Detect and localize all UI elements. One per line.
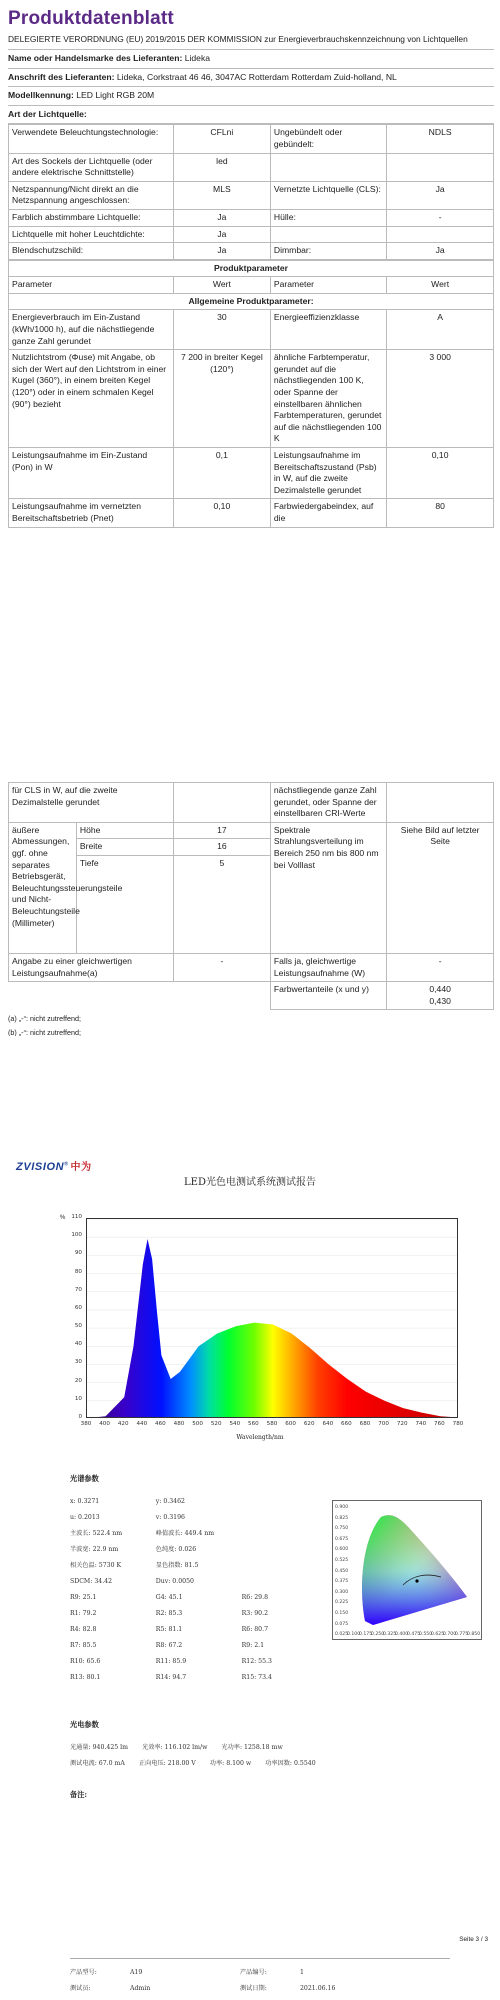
x-tick-label: 480 bbox=[173, 1421, 185, 1427]
column-header: Wert bbox=[173, 277, 270, 294]
cie-y-tick: 0.900 bbox=[335, 1505, 349, 1510]
cie-x-tick: 0.025 bbox=[335, 1632, 349, 1637]
cell-label bbox=[270, 226, 386, 243]
cie-x-tick: 0.475 bbox=[407, 1632, 421, 1637]
power-factor: 功率因数: 0.5540 bbox=[265, 1759, 316, 1767]
cell-value bbox=[387, 226, 494, 243]
page-title: Produktdatenblatt bbox=[8, 8, 174, 29]
parameter-cell: R3: 90.2 bbox=[241, 1609, 269, 1617]
cell-label: Farblich abstimmbare Lichtquelle: bbox=[9, 209, 174, 226]
cell-label: Netzspannung/Nicht direkt an die Netzspannung angeschlossen: bbox=[9, 181, 174, 209]
parameter-cell: x: 0.3271 bbox=[70, 1497, 100, 1505]
column-header: Parameter bbox=[270, 277, 386, 294]
logo-text: ZVISION bbox=[16, 1161, 65, 1173]
column-header: Parameter bbox=[9, 277, 174, 294]
cie-x-tick: 0.625 bbox=[431, 1632, 445, 1637]
page-number: Seite 3 / 3 bbox=[459, 1936, 488, 1943]
remarks-label: 备注: bbox=[70, 1790, 88, 1799]
datasheet-page-continued bbox=[8, 782, 494, 1036]
electrical-parameters bbox=[70, 1720, 490, 1772]
report-title: LED光色电测试系统测试报告 bbox=[184, 1177, 316, 1188]
parameter-cell: R12: 55.3 bbox=[241, 1657, 272, 1665]
cie-x-tick: 0.400 bbox=[395, 1632, 409, 1637]
cell-value: 0,10 bbox=[387, 448, 494, 499]
x-tick-label: 720 bbox=[396, 1421, 408, 1427]
chromaticity-x: 0,440 bbox=[429, 984, 451, 995]
x-tick-label: 500 bbox=[192, 1421, 203, 1427]
footer-label: 测试日期: bbox=[240, 1984, 267, 1992]
light-source-type-heading: Art der Lichtquelle: bbox=[8, 105, 494, 125]
model-value: LED Light RGB 20M bbox=[76, 90, 155, 101]
x-axis-title: Wavelength/nm bbox=[236, 1434, 284, 1441]
cell-label: Nutzlichtstrom (Φuse) mit Angabe, ob sich der Wert auf den Lichtstrom in einer Kugel (360°), in einem breiten Kegel (120°) oder in einem schmalen Kegel (90°) bezieht bbox=[9, 350, 174, 448]
cell-value: 0,10 bbox=[173, 499, 270, 527]
cell-label: nächstliegende ganze Zahl gerundet, oder Spanne der einstellbaren CRI-Werte bbox=[270, 783, 386, 823]
cell-label: Energieeffizienzklasse bbox=[270, 310, 386, 350]
cell-value: NDLS bbox=[387, 125, 494, 153]
x-tick-label: 700 bbox=[378, 1421, 389, 1427]
parameter-cell: R15: 73.4 bbox=[241, 1673, 272, 1681]
parameter-row bbox=[70, 1638, 330, 1654]
cell-label: Leistungsaufnahme im vernetzten Bereitschaftsbetrieb (Pnet) bbox=[9, 499, 174, 527]
table-row bbox=[9, 982, 494, 1010]
parameter-cell: R13: 80.1 bbox=[70, 1673, 101, 1681]
cie-x-tick: 0.325 bbox=[383, 1632, 397, 1637]
spectral-value: Siehe Bild auf letzter Seite bbox=[387, 822, 494, 953]
parameter-row bbox=[70, 1590, 330, 1606]
parameter-cell: SDCM: 34.42 bbox=[70, 1577, 113, 1585]
cell-value: 3 000 bbox=[387, 350, 494, 448]
cell-value: CFLni bbox=[173, 125, 270, 153]
electrical-row bbox=[70, 1756, 490, 1772]
cell-value: Ja bbox=[173, 226, 270, 243]
cie-svg bbox=[333, 1501, 483, 1641]
cell-value: - bbox=[387, 209, 494, 226]
equivalent-watt-value: - bbox=[387, 953, 494, 981]
report-footer bbox=[70, 1958, 450, 1997]
x-tick-label: 780 bbox=[452, 1421, 464, 1427]
equivalent-watt-label: Falls ja, gleichwertige Leistungsaufnahme (W) bbox=[270, 953, 386, 981]
footnote-b: (b) „-“: nicht zutreffend; bbox=[8, 1028, 81, 1037]
y-tick-label: 50 bbox=[74, 1323, 82, 1330]
light-source-table bbox=[8, 124, 494, 259]
cie-y-tick: 0.075 bbox=[335, 1621, 349, 1627]
model-row bbox=[8, 86, 494, 105]
dimension-value: 16 bbox=[173, 839, 270, 856]
cell-value: A bbox=[387, 310, 494, 350]
parameter-cell: R5: 81.1 bbox=[155, 1625, 183, 1633]
cell-value: MLS bbox=[173, 181, 270, 209]
supplier-name-row bbox=[8, 49, 494, 68]
x-tick-label: 600 bbox=[285, 1421, 296, 1427]
table-row bbox=[9, 448, 494, 499]
supplier-address: Lideka, Corkstraat 46 46, 3047AC Rotterdam Rotterdam Zuid-holland, NL bbox=[116, 71, 397, 82]
x-tick-label: 620 bbox=[303, 1421, 315, 1427]
table-row bbox=[9, 125, 494, 153]
electrical-row bbox=[70, 1740, 490, 1756]
parameter-cell: G4: 45.1 bbox=[155, 1593, 183, 1601]
cell-label: Lichtquelle mit hoher Leuchtdichte: bbox=[9, 226, 174, 243]
cie-y-tick: 0.150 bbox=[335, 1611, 349, 1616]
cie-y-tick: 0.750 bbox=[335, 1526, 349, 1532]
y-tick-label: 20 bbox=[74, 1377, 82, 1384]
table-row bbox=[9, 181, 494, 209]
footer-label: 测试员: bbox=[70, 1984, 91, 1992]
cell-value bbox=[387, 153, 494, 181]
cie-y-tick: 0.375 bbox=[335, 1579, 349, 1585]
chromaticity-label: Farbwertanteile (x und y) bbox=[270, 982, 386, 1010]
table-row bbox=[9, 209, 494, 226]
column-header: Wert bbox=[387, 277, 494, 294]
parameter-cell: R9: 25.1 bbox=[70, 1593, 97, 1601]
footer-label: 产品型号: bbox=[70, 1968, 97, 1976]
parameter-cell: R11: 85.9 bbox=[155, 1657, 187, 1665]
cell-label: Art des Sockels der Lichtquelle (oder andere elektrische Schnittstelle) bbox=[9, 153, 174, 181]
cell-label: ähnliche Farbtemperatur, gerundet auf die nächstliegenden 100 K, oder Spanne der einstellbaren ähnlichen Farbtemperaturen, gerundet auf die nächstliegenden 100 K bbox=[270, 350, 386, 448]
cell-value: Ja bbox=[387, 181, 494, 209]
cie-blue-overlay bbox=[362, 1515, 467, 1625]
parameter-cell: R14: 94.7 bbox=[155, 1673, 187, 1681]
cie-x-tick: 0.700 bbox=[443, 1632, 457, 1637]
supplier-name: Lideka bbox=[184, 52, 211, 63]
table-row bbox=[9, 243, 494, 260]
x-tick-label: 740 bbox=[415, 1421, 427, 1427]
cell-label: Dimmbar: bbox=[270, 243, 386, 260]
x-tick-label: 760 bbox=[434, 1421, 445, 1427]
power: 功率: 8.100 w bbox=[209, 1759, 252, 1767]
test-report-page bbox=[0, 1140, 500, 2000]
y-unit: % bbox=[60, 1215, 66, 1221]
supplier-address-label: Anschrift des Lieferanten: bbox=[8, 71, 115, 82]
dimension-name: Breite bbox=[76, 839, 173, 856]
cie-x-tick: 0.100 bbox=[347, 1632, 361, 1637]
spectrum-area bbox=[87, 1239, 458, 1418]
spectrum-chart bbox=[50, 1208, 470, 1448]
table-row bbox=[9, 226, 494, 243]
parameter-cell: R6: 80.7 bbox=[241, 1625, 269, 1633]
forward-voltage: 正向电压: 218.00 V bbox=[138, 1759, 196, 1767]
table-row bbox=[9, 350, 494, 448]
parameter-cell: R6: 29.8 bbox=[241, 1593, 269, 1601]
footer-row bbox=[70, 1981, 450, 1997]
chromaticity-point bbox=[415, 1579, 418, 1582]
x-tick-label: 640 bbox=[322, 1421, 334, 1427]
parameter-row bbox=[70, 1558, 330, 1574]
footer-label: 产品编号: bbox=[240, 1968, 267, 1976]
cell-label: Ungebündelt oder gebündelt: bbox=[270, 125, 386, 153]
footer-value: 1 bbox=[300, 1968, 304, 1976]
equivalent-power-label: Angabe zu einer gleichwertigen Leistungsaufnahme(a) bbox=[9, 953, 174, 981]
cie-x-tick: 0.775 bbox=[455, 1632, 469, 1637]
table-row bbox=[9, 783, 494, 823]
cell-value: Ja bbox=[173, 209, 270, 226]
cie-y-tick: 0.300 bbox=[335, 1589, 349, 1595]
parameter-cell: R10: 65.6 bbox=[70, 1657, 101, 1665]
parameter-rows bbox=[70, 1494, 330, 1686]
cie-y-tick: 0.525 bbox=[335, 1558, 349, 1563]
x-tick-label: 660 bbox=[341, 1421, 352, 1427]
logo-chinese: 中为 bbox=[70, 1162, 92, 1173]
cell-value: 7 200 in breiter Kegel (120°) bbox=[173, 350, 270, 448]
product-parameters-table bbox=[8, 260, 494, 528]
parameter-cell: v: 0.3196 bbox=[155, 1513, 185, 1521]
parameter-row bbox=[70, 1542, 330, 1558]
x-tick-label: 680 bbox=[359, 1421, 371, 1427]
x-tick-label: 400 bbox=[99, 1421, 110, 1427]
cell-label: Leistungsaufnahme im Ein-Zustand (Pon) in W bbox=[9, 448, 174, 499]
parameter-cell: y: 0.3462 bbox=[155, 1497, 185, 1505]
regulation-text: DELEGIERTE VERORDNUNG (EU) 2019/2015 DER KOMMISSION zur Energieverbrauchskennzeichnung von Lichtquellen bbox=[8, 33, 468, 44]
table-row bbox=[9, 953, 494, 981]
x-tick-label: 380 bbox=[80, 1421, 92, 1427]
parameter-cell: R9: 2.1 bbox=[241, 1641, 265, 1649]
y-tick-label: 70 bbox=[74, 1286, 82, 1293]
footer-row bbox=[70, 1965, 450, 1981]
test-current: 测试电流: 67.0 mA bbox=[70, 1759, 125, 1767]
parameter-cell: 相关色温: 5730 K bbox=[70, 1561, 122, 1569]
parameter-cell: 半波宽: 22.9 nm bbox=[70, 1545, 119, 1553]
cell-label: Leistungsaufnahme im Bereitschaftszustand (Psb) in W, auf die zweite Dezimalstelle gerundet bbox=[270, 448, 386, 499]
cell-label: Farbwiedergabeindex, auf die bbox=[270, 499, 386, 527]
cell-value: led bbox=[173, 153, 270, 181]
chromaticity-values bbox=[387, 982, 494, 1010]
parameter-cell: 峰值波长: 449.4 nm bbox=[155, 1529, 215, 1537]
spectrum-svg bbox=[87, 1219, 458, 1418]
x-tick-label: 520 bbox=[210, 1421, 222, 1427]
y-tick-label: 80 bbox=[74, 1268, 82, 1275]
section-heading: Produktparameter bbox=[9, 260, 494, 277]
dimensions-label: äußere Abmessungen, ggf. ohne separates Betriebsgerät, Beleuchtungssteuerungsteile und Nicht-Beleuchtungsteile (Millimeter) bbox=[9, 822, 77, 953]
cell-label: Vernetzte Lichtquelle (CLS): bbox=[270, 181, 386, 209]
datasheet-page bbox=[8, 6, 494, 528]
cie-y-tick: 0.450 bbox=[335, 1568, 349, 1574]
y-tick-label: 100 bbox=[71, 1232, 82, 1239]
x-tick-label: 460 bbox=[155, 1421, 166, 1427]
parameter-cell: 色纯度: 0.026 bbox=[155, 1545, 197, 1553]
cell-label: Blendschutzschild: bbox=[9, 243, 174, 260]
spectrum-plot-area bbox=[86, 1218, 458, 1418]
parameter-cell: R2: 85.3 bbox=[155, 1609, 183, 1617]
y-tick-label: 10 bbox=[74, 1395, 82, 1402]
parameter-cell: R7: 85.5 bbox=[70, 1641, 97, 1649]
electrical-parameters-title: 光电参数 bbox=[70, 1720, 99, 1729]
supplier-address-row bbox=[8, 68, 494, 87]
luminous-efficacy: 光效率: 116.102 lm/w bbox=[142, 1743, 208, 1751]
cie-y-tick: 0.600 bbox=[335, 1547, 349, 1553]
footer-value: Admin bbox=[130, 1984, 151, 1992]
parameter-row bbox=[70, 1510, 330, 1526]
table-header-row bbox=[9, 277, 494, 294]
parameter-row bbox=[70, 1670, 330, 1686]
cie-y-tick: 0.675 bbox=[335, 1536, 349, 1542]
cell-value: 30 bbox=[173, 310, 270, 350]
spectral-parameters-title: 光谱参数 bbox=[70, 1474, 99, 1483]
cell-label: Verwendete Beleuchtungstechnologie: bbox=[9, 125, 174, 153]
cie-x-tick: 0.175 bbox=[359, 1632, 373, 1637]
parameter-cell: R4: 82.8 bbox=[70, 1625, 97, 1633]
cell-label: Energieverbrauch im Ein-Zustand (kWh/1000 h), auf die nächstliegende ganze Zahl gerundet bbox=[9, 310, 174, 350]
spectral-label: Spektrale Strahlungsverteilung im Bereich 250 nm bis 800 nm bei Volllast bbox=[270, 822, 386, 953]
parameter-row bbox=[70, 1574, 330, 1590]
cell-value: Ja bbox=[387, 243, 494, 260]
x-tick-label: 440 bbox=[136, 1421, 148, 1427]
cell-label: für CLS in W, auf die zweite Dezimalstelle gerundet bbox=[9, 783, 174, 823]
x-tick-label: 420 bbox=[117, 1421, 129, 1427]
cie-x-tick: 0.250 bbox=[371, 1632, 385, 1637]
x-tick-label: 560 bbox=[248, 1421, 259, 1427]
cie-y-tick: 0.225 bbox=[335, 1600, 349, 1606]
table-row bbox=[9, 310, 494, 350]
cell-value: Ja bbox=[173, 243, 270, 260]
luminous-flux: 光通量: 940.425 lm bbox=[70, 1743, 129, 1751]
parameter-row bbox=[70, 1526, 330, 1542]
y-tick-label: 0 bbox=[78, 1414, 82, 1420]
table-row bbox=[9, 153, 494, 181]
optical-power: 光功率: 1258.18 mw bbox=[221, 1743, 283, 1751]
equivalent-power-value: - bbox=[173, 953, 270, 981]
parameter-row bbox=[70, 1654, 330, 1670]
zvision-logo: ZVISION® 中为 bbox=[16, 1161, 92, 1173]
table-row bbox=[9, 499, 494, 527]
parameter-row bbox=[70, 1622, 330, 1638]
y-tick-label: 90 bbox=[74, 1250, 82, 1257]
parameter-cell: 主波长: 522.4 nm bbox=[70, 1529, 123, 1537]
footnote-a: (a) „-“: nicht zutreffend; bbox=[8, 1014, 81, 1024]
y-tick-label: 60 bbox=[74, 1304, 82, 1311]
x-tick-label: 540 bbox=[229, 1421, 241, 1427]
cell-label: Hülle: bbox=[270, 209, 386, 226]
footer-value: A19 bbox=[130, 1968, 143, 1976]
y-tick-label: 40 bbox=[74, 1341, 82, 1348]
general-parameters-heading: Allgemeine Produktparameter: bbox=[9, 293, 494, 310]
dimension-name: Tiefe bbox=[76, 855, 173, 953]
parameter-cell: u: 0.2013 bbox=[70, 1513, 100, 1521]
cie-y-tick: 0.825 bbox=[335, 1515, 349, 1521]
cie-diagram bbox=[332, 1500, 482, 1640]
model-label: Modellkennung: bbox=[8, 90, 74, 101]
product-parameters-table-continued bbox=[8, 782, 494, 1010]
footer-value: 2021.06.16 bbox=[300, 1984, 336, 1992]
y-tick-label: 110 bbox=[71, 1214, 82, 1220]
supplier-name-label: Name oder Handelsmarke des Lieferanten: bbox=[8, 52, 183, 63]
parameter-cell: 显色指数: 81.5 bbox=[155, 1561, 199, 1569]
parameter-row bbox=[70, 1606, 330, 1622]
cell-value: 80 bbox=[387, 499, 494, 527]
cell-label bbox=[270, 153, 386, 181]
parameter-row bbox=[70, 1494, 330, 1510]
dimension-name: Höhe bbox=[76, 822, 173, 839]
chromaticity-y: 0,430 bbox=[429, 995, 451, 1006]
x-tick-label: 580 bbox=[266, 1421, 278, 1427]
dimension-value: 5 bbox=[173, 855, 270, 953]
parameter-cell: R1: 79.2 bbox=[70, 1609, 97, 1617]
y-tick-label: 30 bbox=[74, 1359, 82, 1366]
cie-x-tick: 0.550 bbox=[419, 1632, 433, 1637]
parameter-cell: Duv: 0.0050 bbox=[155, 1577, 194, 1585]
table-row bbox=[9, 822, 494, 839]
cie-x-tick: 0.850 bbox=[467, 1632, 481, 1637]
cell-value: 0,1 bbox=[173, 448, 270, 499]
spectral-parameters bbox=[70, 1474, 330, 1686]
parameter-cell: R8: 67.2 bbox=[155, 1641, 183, 1649]
dimension-value: 17 bbox=[173, 822, 270, 839]
